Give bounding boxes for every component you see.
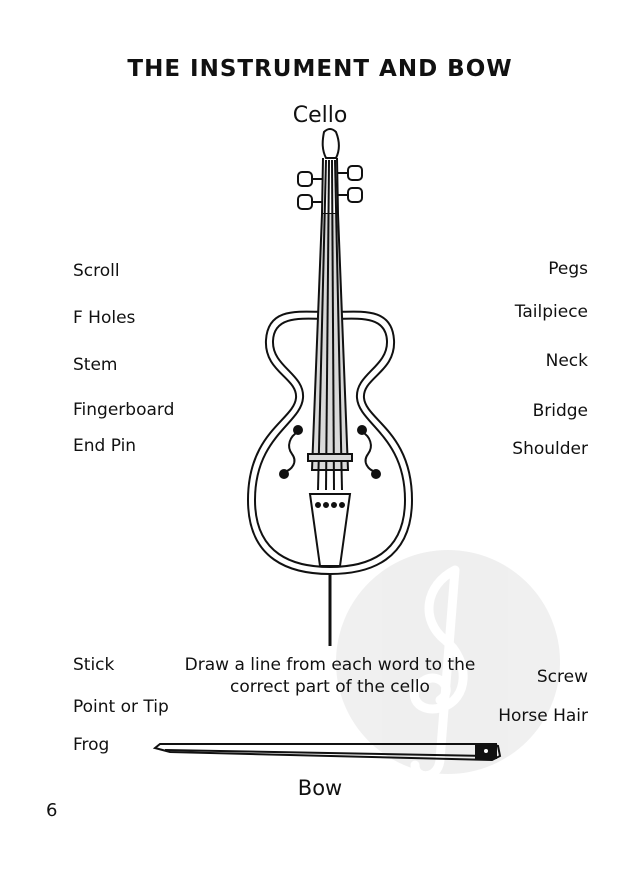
- label-horse-hair: Horse Hair: [498, 706, 588, 726]
- label-f-holes: F Holes: [73, 308, 136, 328]
- instruction-text: Draw a line from each word to the correct part of the cello: [184, 655, 476, 697]
- label-neck: Neck: [545, 351, 588, 371]
- label-pegs: Pegs: [548, 259, 588, 279]
- label-shoulder: Shoulder: [512, 439, 588, 459]
- page-title: THE INSTRUMENT AND BOW: [127, 56, 513, 82]
- label-screw: Screw: [536, 667, 588, 687]
- page-number: 6: [46, 800, 58, 821]
- label-end-pin: End Pin: [73, 436, 137, 456]
- label-point-or-tip: Point or Tip: [73, 697, 169, 717]
- label-tailpiece: Tailpiece: [514, 302, 588, 322]
- label-stem: Stem: [73, 355, 118, 375]
- label-frog: Frog: [73, 735, 110, 755]
- label-fingerboard: Fingerboard: [73, 400, 175, 420]
- bow-heading: Bow: [297, 776, 343, 800]
- label-bridge: Bridge: [532, 401, 588, 421]
- label-stick: Stick: [73, 655, 115, 675]
- label-scroll: Scroll: [73, 261, 120, 281]
- cello-heading: Cello: [292, 103, 348, 128]
